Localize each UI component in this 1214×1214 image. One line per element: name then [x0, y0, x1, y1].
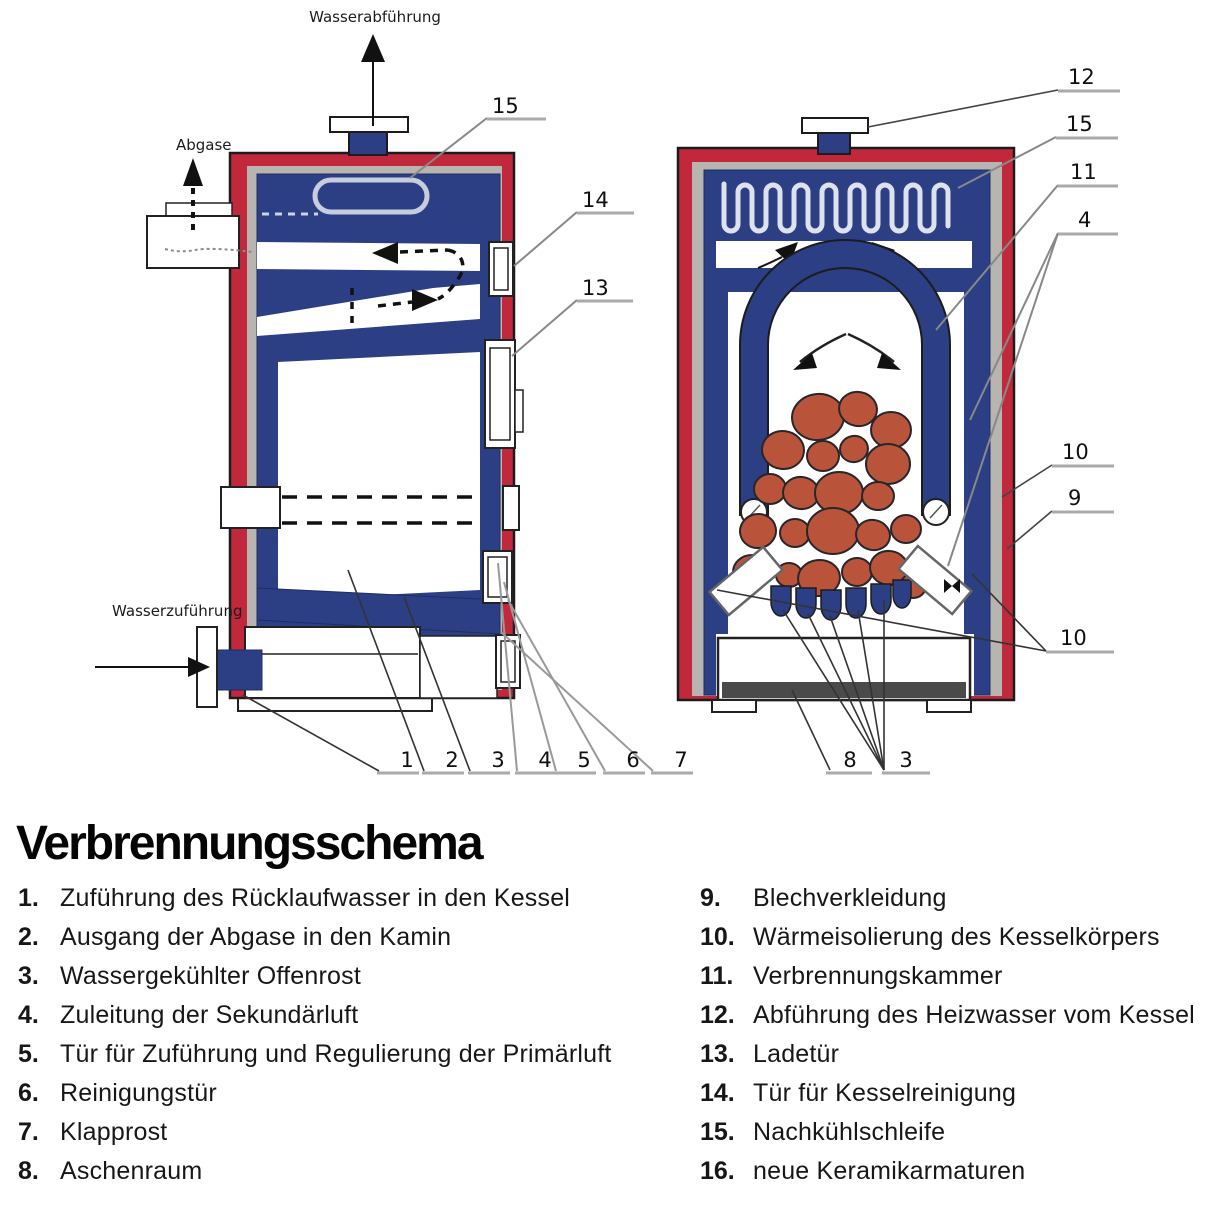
abgase-arrow-icon	[183, 158, 203, 186]
callout-1: 1	[400, 748, 414, 772]
callout-9: 9	[1068, 486, 1082, 510]
callout14-leader	[514, 212, 577, 266]
secondary-air-box	[503, 486, 519, 530]
legend-item: 16. neue Keramikarmaturen	[700, 1157, 1026, 1185]
callout-10-lower: 10	[1060, 626, 1087, 650]
left-chimney-pipe	[349, 131, 387, 155]
callout-13: 13	[582, 276, 609, 300]
right-leg-right	[927, 700, 971, 712]
callout-4: 4	[538, 748, 552, 772]
legend-item: 11. Verbrennungskammer	[700, 962, 1003, 990]
right-chimney-pipe	[818, 132, 850, 154]
callout-14: 14	[582, 188, 609, 212]
callout-5: 5	[577, 748, 591, 772]
label-wasserabfuehrung: Wasserabführung	[309, 8, 441, 26]
legend-item: 5. Tür für Zuführung und Regulierung der Primärluft	[18, 1040, 612, 1068]
cleaning-door-inner	[494, 248, 508, 290]
callout-8: 8	[843, 748, 857, 772]
page-title: Verbrennungsschema	[16, 817, 482, 870]
outlet-arrow-icon	[361, 34, 385, 62]
callout-11: 11	[1070, 160, 1097, 184]
left-flue-duct-step	[166, 203, 232, 217]
legend-item: 3. Wassergekühlter Offenrost	[18, 962, 361, 990]
left-chimney-flange	[330, 117, 408, 132]
loading-door-inner	[490, 348, 510, 440]
callout-15-right: 15	[1066, 112, 1093, 136]
callout-12: 12	[1068, 65, 1095, 89]
callout-15-left: 15	[492, 94, 519, 118]
label-abgase: Abgase	[176, 136, 232, 154]
legend-item: 14. Tür für Kesselreinigung	[700, 1079, 1017, 1107]
legend-left-column	[18, 884, 678, 1196]
callout-4-right: 4	[1078, 208, 1092, 232]
left-flue-channel	[257, 242, 480, 271]
left-boiler-diagram	[95, 8, 693, 773]
legend-item: 13. Ladetür	[700, 1040, 840, 1068]
left-ash-chamber	[245, 627, 420, 698]
right-boiler-diagram	[678, 65, 1120, 773]
legend-item: 8. Aschenraum	[18, 1157, 203, 1185]
label-wasserzufuehrung: Wasserzuführung	[112, 602, 243, 620]
primary-air-door-inner	[488, 557, 507, 597]
left-flue-duct	[147, 216, 239, 268]
legend-item: 9. Blechverkleidung	[700, 884, 947, 912]
legend-item: 15. Nachkühlschleife	[700, 1118, 946, 1146]
legend-item: 2. Ausgang der Abgase in den Kamin	[18, 923, 452, 951]
left-combustion-chamber	[278, 352, 480, 600]
leader-6	[508, 600, 605, 771]
right-leg-left	[712, 700, 756, 712]
leader-8	[792, 690, 830, 770]
callout-2: 2	[445, 748, 459, 772]
legend-right-column	[700, 884, 1214, 1196]
legend-item: 4. Zuleitung der Sekundärluft	[18, 1001, 359, 1029]
callout-6: 6	[626, 748, 640, 772]
legend-item: 7. Klapprost	[18, 1118, 168, 1146]
loading-door-latch	[515, 390, 523, 432]
callout13-leader	[512, 300, 577, 356]
callout-3-right: 3	[899, 748, 913, 772]
legend-item: 1. Zuführung des Rücklaufwasser in den Kessel	[18, 884, 571, 912]
callout-10-upper: 10	[1062, 440, 1089, 464]
right-chimney-flange	[802, 118, 868, 133]
legend-item: 10. Wärmeisolierung des Kesselkörpers	[700, 923, 1160, 951]
legend-item: 12. Abführung des Heizwasser vom Kessel	[700, 1001, 1195, 1029]
legend-item: 6. Reinigungstür	[18, 1079, 217, 1107]
left-grate-flange	[221, 487, 280, 528]
callout-3: 3	[491, 748, 505, 772]
left-ash-chamber-right	[420, 636, 497, 698]
callout-7: 7	[674, 748, 688, 772]
callout12-leader	[868, 90, 1058, 127]
right-ash-bar	[722, 682, 966, 698]
